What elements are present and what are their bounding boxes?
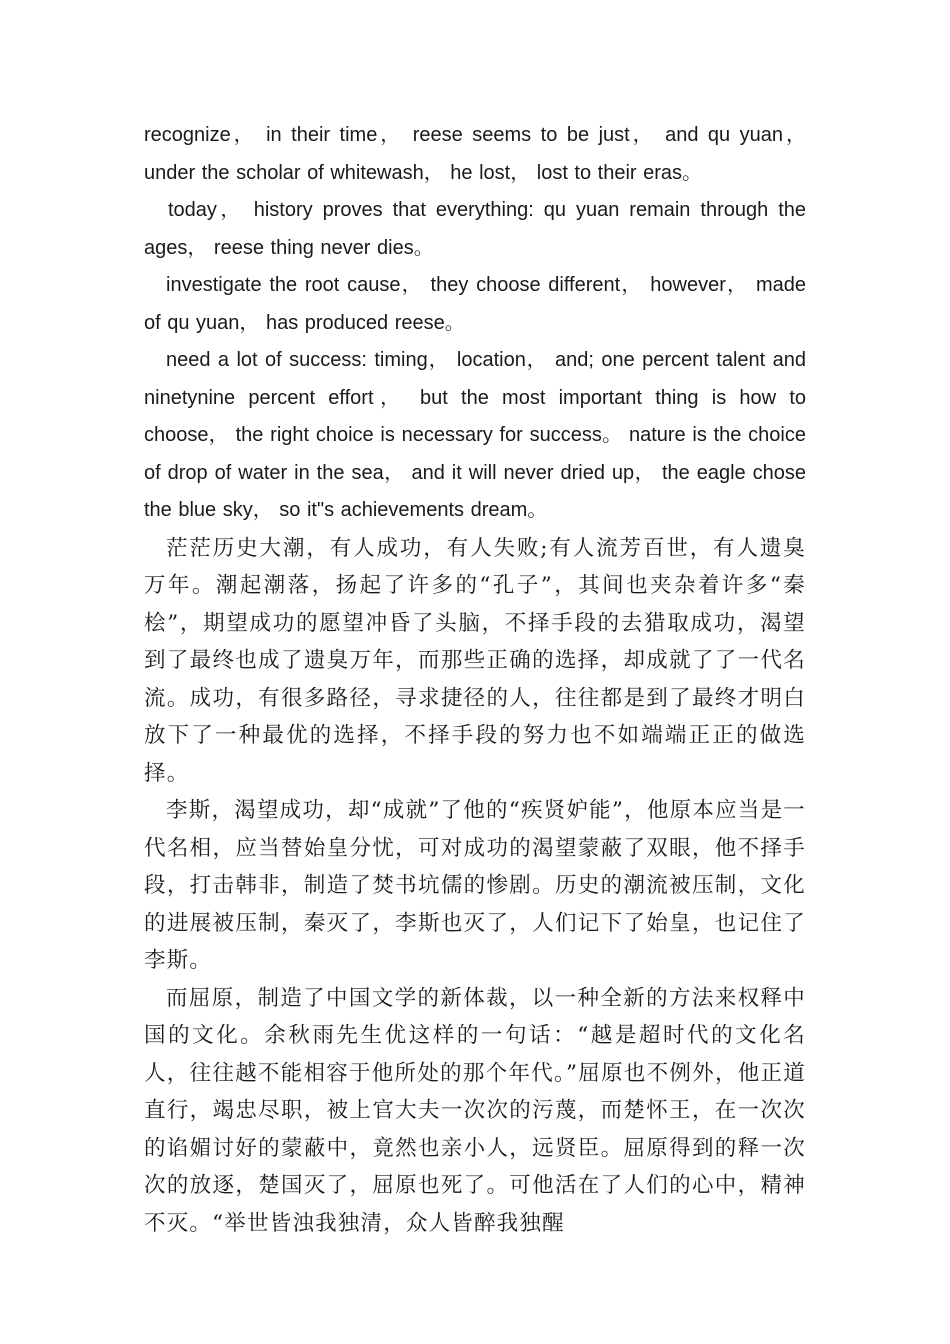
paragraph-recognize: recognize， in their time， reese seems to be just， and qu yuan， under the scholar of whitewash， he lost， lost to their eras。 — [144, 124, 806, 184]
paragraph-qu-yuan: 而屈原，制造了中国文学的新体裁，以一种全新的方法来权释中国的文化。余秋雨先生优这样的一句话：“越是超时代的文化名人，往往越不能相容于他所处的那个年代。”屈原也不例外，他正道直行，竭忠尽职，被上官大夫一次次的污蔑，而楚怀王，在一次次的谄媚讨好的蒙蔽中，竟然也亲小人，远贤臣。屈原得到的释一次次的放逐，楚国灭了，屈原也死了。可他活在了人们的心中，精神不灭。“举世皆浊我独清，众人皆醉我独醒 — [144, 985, 806, 1236]
body-text — [144, 117, 806, 1242]
paragraph-li-si: 李斯，渴望成功，却“成就”了他的“疾贤妒能”，他原本应当是一代名相，应当替始皇分忧，可对成功的渴望蒙蔽了双眼，他不择手段，打击韩非，制造了焚书坑儒的惨剧。历史的潮流被压制，文化的进展被压制，秦灭了，李斯也灭了，人们记下了始皇，也记住了李斯。 — [144, 798, 806, 973]
paragraph-success: need a lot of success: timing， location， and; one percent talent and ninetynine percent effort， but the most important thing is how to choose， the right choice is necessary for success。 nature is the choice of drop of water in the sea， and it will never dried up， the eagle chose the blue sky， so it"s achievements dream。 — [144, 349, 806, 521]
paragraph-investigate: investigate the root cause， they choose different， however， made of qu yuan， has produced reese。 — [144, 274, 806, 334]
paragraph-history-tide: 茫茫历史大潮，有人成功，有人失败;有人流芳百世，有人遗臭万年。潮起潮落，扬起了许多的“孔子”，其间也夹杂着许多“秦桧”，期望成功的愿望冲昏了头脑，不择手段的去猎取成功，渴望到了最终也成了遗臭万年，而那些正确的选择，却成就了了一代名流。成功，有很多路径，寻求捷径的人，往往都是到了最终才明白放下了一种最优的选择，不择手段的努力也不如端端正正的做选择。 — [144, 535, 806, 786]
paragraph-today: today， history proves that everything: qu yuan remain through the ages， reese thing never dies。 — [144, 199, 806, 259]
